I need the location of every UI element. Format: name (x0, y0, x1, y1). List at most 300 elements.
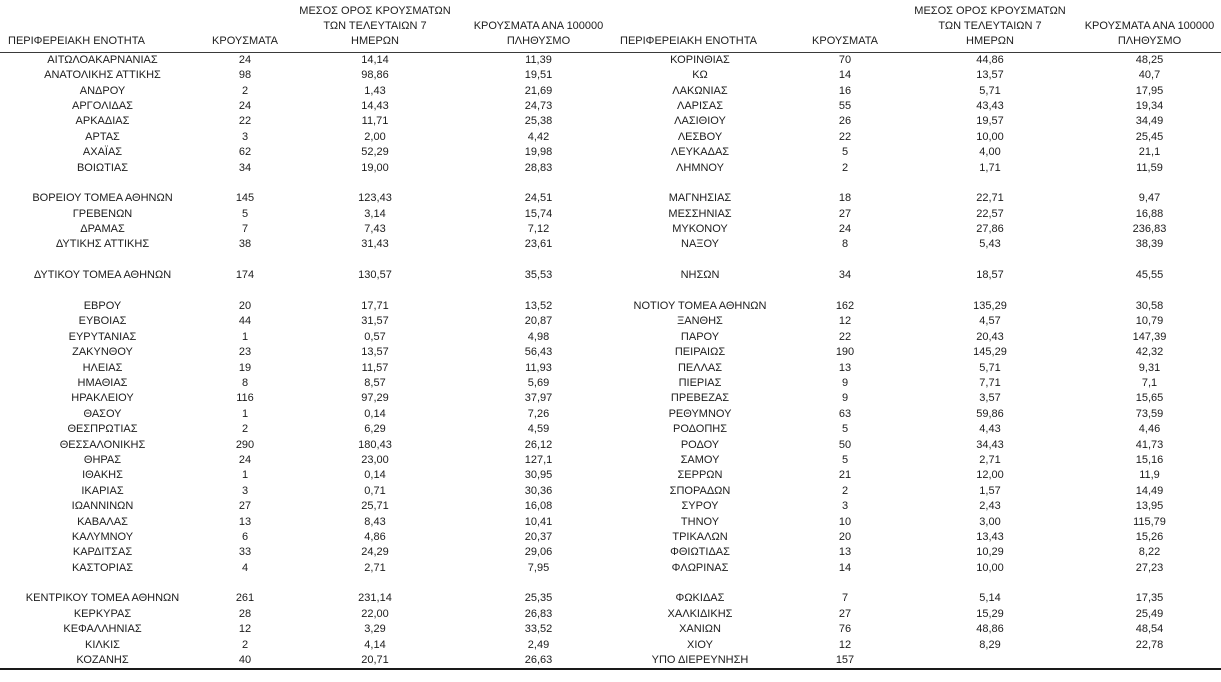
cases-cell: 13 (238, 515, 252, 528)
cases-cell: 13 (838, 546, 852, 559)
cases-cell: 10 (838, 515, 852, 528)
table-row (0, 591, 1221, 606)
cases-cell: 98 (238, 69, 252, 82)
avg7-cell: 2,00 (364, 130, 386, 143)
cases-cell: 63 (838, 407, 852, 420)
cases-cell: 22 (838, 130, 852, 143)
cases-cell: 26 (838, 115, 852, 128)
table-row (0, 176, 1221, 191)
avg7-cell: 5,71 (979, 84, 1001, 97)
avg7-cell: 8,43 (364, 515, 386, 528)
table-row (0, 345, 1221, 360)
table-row (0, 222, 1221, 237)
table-row (0, 607, 1221, 622)
cases-cell: 76 (838, 623, 852, 636)
per100k-cell: 4,46 (1138, 423, 1161, 436)
table-row (0, 499, 1221, 514)
per100k-cell: 20,87 (524, 315, 553, 328)
table-row (0, 561, 1221, 576)
region-cell: ΣΑΜΟΥ (680, 453, 720, 466)
region-cell: ΔΡΑΜΑΣ (80, 223, 125, 236)
avg7-cell: 5,43 (979, 238, 1001, 251)
avg7-cell (902, 253, 1078, 268)
avg7-cell: 13,57 (976, 69, 1004, 82)
cases-cell: 14 (838, 561, 852, 574)
per100k-cell: 42,32 (1135, 346, 1164, 359)
cases-cell: 24 (238, 99, 252, 112)
cases-cell (788, 283, 902, 298)
region-cell: ΚΕΝΤΡΙΚΟΥ ΤΟΜΕΑ ΑΘΗΝΩΝ (25, 592, 180, 605)
region-cell: ΣΥΡΟΥ (681, 500, 719, 513)
cases-cell: 27 (838, 607, 852, 620)
avg7-cell: 5,14 (979, 592, 1001, 605)
avg7-cell: 97,29 (361, 392, 389, 405)
per100k-cell: 10,79 (1135, 315, 1164, 328)
per100k-cell: 24,73 (524, 99, 553, 112)
cases-cell: 24 (238, 453, 252, 466)
avg7-cell: 231,14 (358, 592, 392, 605)
region-cell: ΑΙΤΩΛΟΑΚΑΡΝΑΝΙΑΣ (47, 54, 158, 66)
region-cell: ΘΕΣΠΡΩΤΙΑΣ (67, 423, 138, 436)
cases-cell: 290 (235, 438, 255, 451)
per100k-cell: 127,1 (524, 453, 553, 466)
per100k-cell (1078, 283, 1221, 298)
avg7-cell: 3,29 (364, 623, 386, 636)
avg7-cell: 27,86 (976, 223, 1004, 236)
avg7-cell: 31,43 (361, 238, 389, 251)
per100k-cell: 21,69 (524, 84, 553, 97)
cases-cell: 12 (838, 315, 852, 328)
per100k-cell: 11,93 (525, 361, 552, 374)
per100k-cell: 30,95 (524, 469, 553, 482)
region-cell: ΗΛΕΙΑΣ (82, 361, 123, 374)
cases-cell: 2 (841, 484, 849, 497)
header-line: ΜΕΣΟΣ ΟΡΟΣ ΚΡΟΥΣΜΑΤΩΝ (299, 5, 451, 17)
table-row (0, 484, 1221, 499)
table-row (0, 576, 1221, 591)
header-per100k-right (1078, 0, 1221, 53)
region-cell: ΜΑΓΝΗΣΙΑΣ (668, 192, 732, 205)
per100k-cell: 10,41 (524, 515, 553, 528)
region-cell: ΛΑΣΙΘΙΟΥ (674, 115, 726, 128)
avg7-cell: 1,71 (979, 161, 1001, 174)
header-line: ΠΛΗΘΥΣΜΟ (506, 35, 571, 47)
table-row (0, 99, 1221, 114)
avg7-cell: 0,71 (364, 484, 386, 497)
cases-cell: 3 (841, 500, 849, 513)
per100k-cell: 29,06 (524, 546, 553, 559)
table-row (0, 160, 1221, 175)
region-cell: ΔΥΤΙΚΟΥ ΤΟΜΕΑ ΑΘΗΝΩΝ (33, 269, 172, 282)
per100k-cell: 2,49 (527, 638, 550, 651)
per100k-cell (465, 576, 612, 591)
header-line: ΤΩΝ ΤΕΛΕΥΤΑΙΩΝ 7 (938, 20, 1042, 32)
table-row (0, 514, 1221, 529)
cases-cell: 261 (235, 592, 255, 605)
per100k-cell: 33,52 (524, 623, 553, 636)
per100k-cell (465, 253, 612, 268)
table-row (0, 114, 1221, 129)
table-row (0, 283, 1221, 298)
avg7-cell (285, 176, 465, 191)
per100k-cell: 4,98 (527, 330, 550, 343)
avg7-cell (285, 283, 465, 298)
cases-cell: 20 (238, 300, 252, 313)
per100k-cell: 26,12 (524, 438, 553, 451)
region-cell: ΖΑΚΥΝΘΟΥ (72, 346, 133, 359)
avg7-cell: 48,86 (976, 623, 1004, 636)
header-row (0, 0, 1221, 53)
per100k-cell (465, 176, 612, 191)
region-cell: ΑΡΓΟΛΙΔΑΣ (72, 99, 133, 112)
table-row (0, 407, 1221, 422)
table-row (0, 437, 1221, 452)
cases-cell: 7 (241, 223, 249, 236)
avg7-cell: 14,14 (361, 54, 389, 66)
per100k-cell: 38,39 (1135, 238, 1164, 251)
region-cell: ΔΥΤΙΚΗΣ ΑΤΤΙΚΗΣ (55, 238, 150, 251)
cases-cell: 14 (838, 69, 852, 82)
per100k-cell: 14,49 (1135, 484, 1164, 497)
table-row (0, 253, 1221, 268)
region-cell: ΣΠΟΡΑΔΩΝ (669, 484, 731, 497)
region-cell: ΑΡΤΑΣ (85, 130, 120, 143)
table-row (0, 360, 1221, 375)
avg7-cell: 20,43 (976, 330, 1004, 343)
avg7-cell: 52,29 (361, 146, 389, 159)
avg7-cell: 135,29 (973, 300, 1007, 313)
region-cell: ΛΕΣΒΟΥ (677, 130, 723, 143)
region-cell: ΙΘΑΚΗΣ (82, 469, 123, 482)
avg7-cell: 3,57 (979, 392, 1001, 405)
per100k-cell (1078, 253, 1221, 268)
table-row (0, 637, 1221, 652)
region-cell: ΠΕΙΡΑΙΩΣ (674, 346, 726, 359)
region-cell: ΧΑΛΚΙΔΙΚΗΣ (667, 607, 733, 620)
per100k-cell: 73,59 (1135, 407, 1164, 420)
region-cell: ΡΟΔΟΠΗΣ (672, 423, 728, 436)
per100k-cell: 30,58 (1135, 300, 1164, 313)
avg7-cell: 7,71 (979, 377, 1001, 389)
header-line: ΚΡΟΥΣΜΑΤΑ ΑΝΑ 100000 (1084, 20, 1215, 32)
avg7-cell: 22,00 (361, 607, 389, 620)
avg7-cell: 8,57 (364, 377, 386, 389)
cases-cell: 2 (241, 423, 249, 436)
per100k-cell: 8,22 (1138, 546, 1161, 559)
table-row (0, 130, 1221, 145)
cases-cell: 5 (841, 423, 849, 436)
avg7-cell: 3,00 (979, 515, 1001, 528)
region-cell: ΚΑΒΑΛΑΣ (77, 515, 128, 528)
region-cell (612, 576, 788, 591)
cases-cell: 1 (241, 407, 249, 420)
region-cell: ΤΡΙΚΑΛΩΝ (672, 530, 728, 543)
per100k-cell: 30,36 (524, 484, 553, 497)
region-cell: ΧΙΟΥ (687, 638, 713, 651)
per100k-cell: 4,59 (527, 423, 550, 436)
cases-cell: 8 (841, 238, 849, 251)
table-row (0, 530, 1221, 545)
cases-cell: 190 (835, 346, 855, 359)
per100k-cell: 25,45 (1135, 130, 1164, 143)
cases-cell: 157 (835, 653, 855, 666)
cases-cell (205, 176, 285, 191)
avg7-cell: 59,86 (976, 407, 1004, 420)
cases-cell: 23 (238, 346, 252, 359)
avg7-cell: 7,43 (364, 223, 386, 236)
region-cell: ΜΕΣΣΗΝΙΑΣ (668, 207, 732, 220)
per100k-cell: 21,1 (1138, 146, 1161, 159)
region-cell: ΚΟΡΙΝΘΙΑΣ (670, 54, 730, 66)
region-cell: ΦΛΩΡΙΝΑΣ (671, 561, 729, 574)
cases-cell: 22 (238, 115, 252, 128)
table-row (0, 330, 1221, 345)
header-line: ΤΩΝ ΤΕΛΕΥΤΑΙΩΝ 7 (323, 20, 427, 32)
header-cases-right: ΚΡΟΥΣΜΑΤΑ (812, 35, 878, 47)
table-row (0, 191, 1221, 206)
cases-cell: 50 (838, 438, 852, 451)
avg7-cell: 0,57 (364, 330, 386, 343)
cases-cell: 1 (241, 469, 249, 482)
per100k-cell: 40,7 (1138, 69, 1161, 82)
avg7-cell: 20,71 (361, 653, 389, 666)
per100k-cell: 37,97 (524, 392, 553, 405)
avg7-cell: 98,86 (361, 69, 389, 82)
cases-cell: 7 (841, 592, 849, 605)
cases-cell: 34 (838, 269, 852, 282)
cases-cell (788, 176, 902, 191)
region-cell (0, 253, 205, 268)
cases-cell: 145 (235, 192, 255, 205)
avg7-cell: 12,00 (976, 469, 1004, 482)
per100k-cell: 13,52 (524, 300, 553, 313)
per100k-cell: 7,1 (1141, 377, 1158, 389)
region-cell: ΓΡΕΒΕΝΩΝ (72, 207, 133, 220)
region-cell: ΦΘΙΩΤΙΔΑΣ (670, 546, 730, 559)
header-per100k-left (465, 0, 612, 53)
avg7-cell: 15,29 (976, 607, 1004, 620)
region-cell: ΑΡΚΑΔΙΑΣ (75, 115, 130, 128)
cases-cell: 5 (241, 207, 249, 220)
avg7-cell: 18,57 (976, 269, 1004, 282)
per100k-cell: 5,69 (527, 377, 550, 389)
table-row (0, 314, 1221, 329)
region-cell: ΕΒΡΟΥ (83, 300, 122, 313)
cases-cell: 8 (241, 377, 249, 389)
cases-cell: 9 (841, 392, 849, 405)
avg7-cell: 10,00 (976, 130, 1004, 143)
per100k-cell: 19,34 (1135, 99, 1164, 112)
avg7-cell: 13,43 (976, 530, 1004, 543)
table-row (0, 268, 1221, 283)
avg7-cell: 3,14 (364, 207, 386, 220)
per100k-cell: 9,31 (1138, 361, 1161, 374)
region-cell (612, 283, 788, 298)
cases-cell: 6 (241, 530, 249, 543)
per100k-cell (1078, 653, 1221, 669)
avg7-cell: 0,14 (364, 469, 386, 482)
cases-cell: 116 (236, 392, 254, 405)
avg7-cell: 4,57 (979, 315, 1001, 328)
per100k-cell (465, 283, 612, 298)
avg7-cell: 31,57 (361, 315, 389, 328)
cases-cell: 24 (238, 54, 252, 66)
avg7-cell: 24,29 (361, 546, 389, 559)
table-row (0, 422, 1221, 437)
per100k-cell: 45,55 (1135, 269, 1164, 282)
cases-cell: 44 (238, 315, 252, 328)
per100k-cell: 41,73 (1135, 438, 1164, 451)
region-cell: ΘΑΣΟΥ (83, 407, 122, 420)
per100k-cell: 11,59 (1136, 161, 1163, 174)
region-cell: ΚΕΡΚΥΡΑΣ (73, 607, 132, 620)
per100k-cell: 15,65 (1135, 392, 1164, 405)
region-cell: ΚΑΛΥΜΝΟΥ (71, 530, 134, 543)
avg7-cell: 5,71 (979, 361, 1001, 374)
per100k-cell: 24,51 (524, 192, 553, 205)
cases-cell: 9 (841, 377, 849, 389)
per100k-cell (1078, 176, 1221, 191)
region-cell: ΝΟΤΙΟΥ ΤΟΜΕΑ ΑΘΗΝΩΝ (633, 300, 767, 313)
cases-cell: 21 (838, 469, 852, 482)
per100k-cell: 26,83 (524, 607, 553, 620)
table-row (0, 53, 1221, 69)
cases-cell: 16 (838, 84, 852, 97)
cases-cell (205, 253, 285, 268)
per100k-cell: 11,9 (1139, 469, 1160, 482)
region-cell: ΜΥΚΟΝΟΥ (672, 223, 728, 236)
per100k-cell: 7,26 (527, 407, 550, 420)
per100k-cell: 34,49 (1135, 115, 1164, 128)
avg7-cell: 145,29 (973, 346, 1007, 359)
avg7-cell: 1,57 (979, 484, 1001, 497)
per100k-cell: 25,38 (524, 115, 553, 128)
per100k-cell: 56,43 (524, 346, 553, 359)
per100k-cell: 20,37 (524, 530, 553, 543)
region-cell: ΝΗΣΩΝ (680, 269, 720, 282)
avg7-cell: 14,43 (361, 99, 389, 112)
avg7-cell: 1,43 (364, 84, 386, 97)
cases-cell: 18 (838, 192, 852, 205)
cases-cell: 174 (235, 269, 255, 282)
cases-cell: 22 (838, 330, 852, 343)
region-cell: ΕΥΡΥΤΑΝΙΑΣ (68, 330, 137, 343)
table-row (0, 83, 1221, 98)
region-cell: ΥΠΟ ΔΙΕΡΕΥΝΗΣΗ (651, 653, 749, 666)
table-row (0, 299, 1221, 314)
cases-cell: 3 (241, 484, 249, 497)
avg7-cell: 13,57 (361, 346, 389, 359)
per100k-cell: 115,79 (1133, 515, 1166, 528)
region-cell: ΧΑΝΙΩΝ (679, 623, 721, 636)
avg7-cell: 11,71 (361, 115, 389, 128)
per100k-cell: 7,95 (527, 561, 550, 574)
region-cell: ΠΙΕΡΙΑΣ (678, 377, 722, 389)
avg7-cell: 6,29 (364, 423, 386, 436)
avg7-cell: 8,29 (979, 638, 1001, 651)
cases-cell: 70 (838, 54, 852, 66)
per100k-cell: 22,78 (1135, 638, 1164, 651)
cases-cell: 5 (841, 453, 849, 466)
header-avg7-right (902, 0, 1078, 53)
region-cell: ΛΕΥΚΑΔΑΣ (670, 146, 730, 159)
region-cell: ΛΑΚΩΝΙΑΣ (672, 84, 728, 97)
avg7-cell: 25,71 (361, 500, 389, 513)
avg7-cell (902, 576, 1078, 591)
table-row (0, 545, 1221, 560)
region-cell: ΒΟΙΩΤΙΑΣ (76, 161, 129, 174)
header-avg7-left (285, 0, 465, 53)
cases-cell: 2 (241, 638, 249, 651)
cases-cell: 12 (838, 638, 852, 651)
avg7-cell: 22,71 (976, 192, 1004, 205)
avg7-cell: 0,14 (364, 407, 386, 420)
cases-cell (788, 576, 902, 591)
header-line: ΚΡΟΥΣΜΑΤΑ ΑΝΑ 100000 (473, 20, 604, 32)
per100k-cell: 15,26 (1135, 530, 1164, 543)
cases-cell: 5 (841, 146, 849, 159)
avg7-cell: 43,43 (976, 99, 1004, 112)
per100k-cell: 23,61 (524, 238, 553, 251)
region-cell (612, 176, 788, 191)
avg7-cell (902, 283, 1078, 298)
cases-cell: 13 (838, 361, 852, 374)
region-cell: ΞΑΝΘΗΣ (677, 315, 723, 328)
per100k-cell: 11,39 (525, 54, 552, 66)
header-line: ΜΕΣΟΣ ΟΡΟΣ ΚΡΟΥΣΜΑΤΩΝ (914, 5, 1066, 17)
cases-cell: 55 (838, 99, 852, 112)
region-cell: ΚΙΛΚΙΣ (85, 638, 120, 651)
avg7-cell: 19,00 (361, 161, 389, 174)
avg7-cell (285, 576, 465, 591)
table-row (0, 453, 1221, 468)
avg7-cell: 180,43 (358, 438, 392, 451)
region-cell: ΚΑΡΔΙΤΣΑΣ (72, 546, 133, 559)
table-row (0, 622, 1221, 637)
table-row (0, 653, 1221, 669)
cases-cell (788, 253, 902, 268)
region-cell: ΘΕΣΣΑΛΟΝΙΚΗΣ (59, 438, 146, 451)
cases-cell: 2 (841, 161, 849, 174)
cases-cell (205, 283, 285, 298)
avg7-cell: 44,86 (976, 54, 1004, 66)
per100k-cell: 19,98 (524, 146, 553, 159)
avg7-cell: 4,86 (364, 530, 386, 543)
per100k-cell: 7,12 (527, 223, 550, 236)
region-cell: ΠΑΡΟΥ (680, 330, 720, 343)
per100k-cell: 25,49 (1135, 607, 1164, 620)
cases-cell: 2 (241, 84, 249, 97)
avg7-cell: 10,29 (976, 546, 1004, 559)
region-cell: ΙΩΑΝΝΙΝΩΝ (71, 500, 134, 513)
avg7-cell: 34,43 (976, 438, 1004, 451)
cases-cell: 3 (241, 130, 249, 143)
per100k-cell: 15,74 (524, 207, 553, 220)
header-region-right: ΠΕΡΙΦΕΡΕΙΑΚΗ ΕΝΟΤΗΤΑ (620, 35, 757, 47)
per100k-cell: 48,54 (1135, 623, 1164, 636)
region-cell (612, 253, 788, 268)
cases-cell: 38 (238, 238, 252, 251)
cases-cell: 12 (238, 623, 252, 636)
per100k-cell: 48,25 (1135, 54, 1164, 66)
cases-cell: 4 (241, 561, 249, 574)
per100k-cell: 19,51 (524, 69, 553, 82)
cases-cell (205, 576, 285, 591)
region-cell: ΗΡΑΚΛΕΙΟΥ (71, 392, 134, 405)
avg7-cell: 2,71 (364, 561, 386, 574)
cases-cell: 33 (238, 546, 252, 559)
region-cell (0, 283, 205, 298)
